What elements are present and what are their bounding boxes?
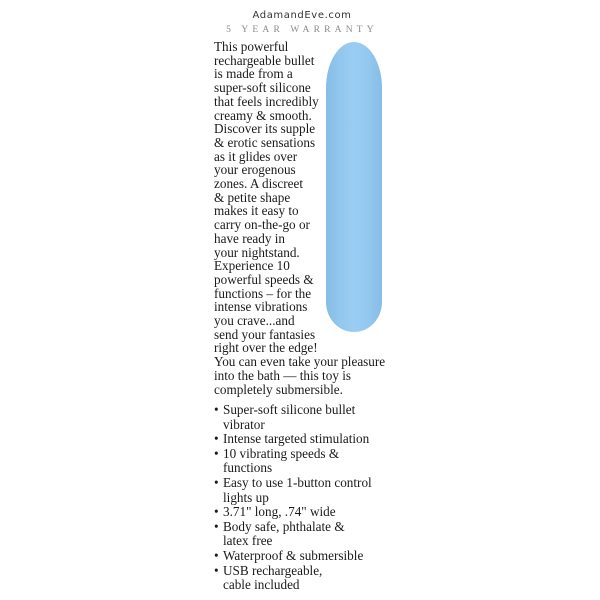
feature-text: 3.71" long, .74" wide bbox=[223, 504, 336, 520]
warranty-label: 5 YEAR WARRANTY bbox=[226, 25, 378, 35]
feature-text: USB rechargeable, bbox=[223, 562, 323, 578]
feature-text: Intense targeted stimulation bbox=[223, 431, 370, 447]
description-line: is made from a bbox=[214, 66, 293, 82]
description-line: zones. A discreet bbox=[214, 176, 303, 192]
bullet-icon: • bbox=[214, 518, 219, 534]
feature-item bbox=[214, 520, 390, 549]
feature-text: 10 vibrating speeds & bbox=[223, 445, 340, 461]
description-line: your erogenous bbox=[214, 162, 296, 178]
feature-item bbox=[214, 447, 390, 476]
bullet-icon: • bbox=[214, 562, 219, 578]
bullet-icon: • bbox=[214, 504, 219, 520]
feature-item bbox=[214, 505, 390, 520]
description-line: & erotic sensations bbox=[214, 134, 316, 150]
feature-item bbox=[214, 476, 390, 505]
description-line: intense vibrations bbox=[214, 299, 308, 315]
feature-text: Body safe, phthalate & bbox=[223, 518, 345, 534]
description-line: rechargeable bullet bbox=[214, 52, 315, 68]
description-line: that feels incredibly bbox=[214, 93, 319, 109]
bullet-icon: • bbox=[214, 402, 219, 417]
feature-list bbox=[214, 403, 390, 593]
description-line: you crave...and bbox=[214, 313, 295, 329]
feature-text: Super-soft silicone bullet bbox=[223, 402, 356, 417]
bullet-icon: • bbox=[214, 547, 219, 563]
description-line: right over the edge! bbox=[214, 340, 318, 356]
description-line: completely submersible. bbox=[214, 381, 343, 397]
feature-text: Waterproof & submersible bbox=[223, 547, 364, 563]
description-line: creamy & smooth. bbox=[214, 107, 312, 123]
description-line: into the bath — this toy is bbox=[214, 367, 352, 383]
description-line: carry on-the-go or bbox=[214, 217, 310, 233]
description-line: your nightstand. bbox=[214, 244, 300, 260]
description-line: as it glides over bbox=[214, 148, 298, 164]
description-line: & petite shape bbox=[214, 189, 291, 205]
description-line: have ready in bbox=[214, 230, 286, 246]
product-bullet-image bbox=[326, 42, 382, 332]
description-line: send your fantasies bbox=[214, 326, 316, 342]
feature-item bbox=[214, 403, 390, 432]
description-line: Discover its supple bbox=[214, 121, 316, 137]
feature-text: latex free bbox=[223, 533, 273, 549]
description-line: functions – for the bbox=[214, 285, 312, 301]
feature-text: Easy to use 1-button control bbox=[223, 474, 372, 490]
description-line: Experience 10 bbox=[214, 258, 290, 274]
feature-item bbox=[214, 549, 390, 564]
description-line: You can even take your pleasure bbox=[214, 354, 386, 370]
feature-text: vibrator bbox=[223, 416, 265, 432]
bullet-icon: • bbox=[214, 474, 219, 490]
feature-item bbox=[214, 432, 390, 447]
feature-text: lights up bbox=[223, 489, 269, 505]
feature-text: functions bbox=[223, 460, 273, 476]
feature-item bbox=[214, 564, 390, 593]
bullet-icon: • bbox=[214, 445, 219, 461]
description-line: powerful speeds & bbox=[214, 271, 314, 287]
description-line: makes it easy to bbox=[214, 203, 299, 219]
bullet-icon: • bbox=[214, 431, 219, 447]
description-line: This powerful bbox=[214, 39, 289, 54]
description-line: super-soft silicone bbox=[214, 80, 311, 96]
feature-text: cable included bbox=[223, 577, 300, 593]
brand-name: AdamandEve.com bbox=[252, 10, 352, 21]
